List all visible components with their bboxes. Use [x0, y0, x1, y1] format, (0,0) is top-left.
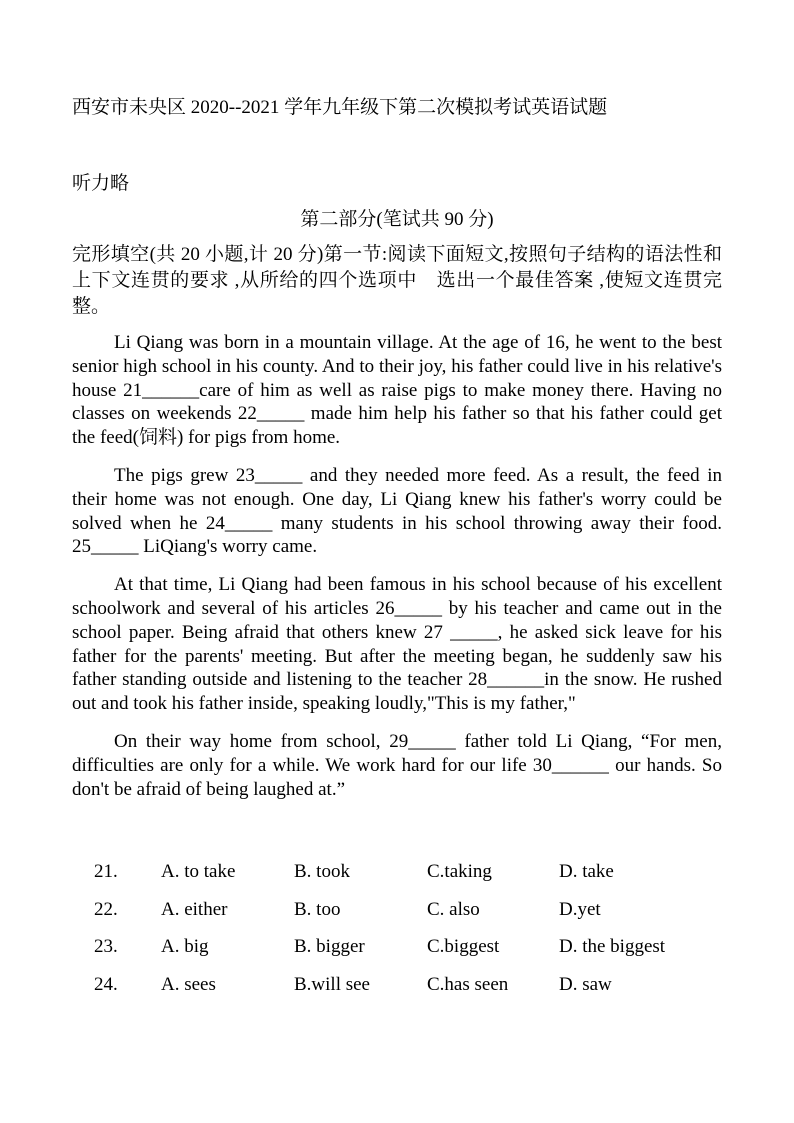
option-d: D. saw — [559, 973, 612, 995]
option-a: A. either — [161, 898, 228, 920]
question-row — [72, 898, 722, 936]
option-b: B. bigger — [294, 936, 365, 957]
option-b: B.will see — [294, 973, 370, 995]
passage-paragraph: The pigs grew 23_____ and they needed more feed. As a result, the feed in their home was not enough. One day, Li Qiang knew his father's worry could be solved when he 24_____ many students in his school throwing away their food. 25_____ LiQiang's worry came. — [72, 464, 722, 558]
option-d: D.yet — [559, 898, 601, 920]
question-number: 21. — [94, 861, 118, 882]
exam-title: 西安市未央区 2020--2021 学年九年级下第二次模拟考试英语试题 — [72, 97, 608, 118]
option-c: C.taking — [427, 861, 492, 882]
passage-paragraph: At that time, Li Qiang had been famous in his school because of his excellent schoolwork and several of his articles 26_____ by his teacher and came out in the school paper. Being afraid that others knew 27 _____, he asked sick leave for his father for the parents' meeting. But after the meeting began, he suddenly saw his father standing outside and listening to the teacher 28______in the snow. He rushed out and took his father inside, speaking loudly,"This is my father," — [72, 574, 722, 715]
question-number: 24. — [94, 973, 118, 995]
question-row — [72, 860, 722, 898]
option-a: A. to take — [161, 861, 236, 882]
question-number: 22. — [94, 898, 118, 920]
section-instructions: 完形填空(共 20 小题,计 20 分)第一节:阅读下面短文,按照句子结构的语法性和上下文连贯的要求 ,从所给的四个选项中 选出一个最佳答案 ,使短文连贯完整。 — [72, 244, 722, 317]
listening-note: 听力略 — [72, 173, 130, 194]
option-c: C. also — [427, 898, 480, 920]
part-title: 第二部分(笔试共 90 分) — [300, 209, 494, 230]
question-row — [72, 935, 722, 973]
passage-paragraph: Li Qiang was born in a mountain village. At the age of 16, he went to the best senior high school in his county. And to their joy, his father could live in his relative's house 21______care of him as well as raise pigs to make money there. Having no classes on weekends 22_____ made him help his father so that his father could get the feed(饲料) for pigs from home. — [72, 332, 722, 449]
cloze-passage — [72, 331, 722, 815]
option-d: D. take — [559, 861, 614, 882]
option-a: A. sees — [161, 973, 216, 995]
option-b: B. too — [294, 898, 341, 920]
question-row — [72, 973, 722, 1011]
option-c: C.biggest — [427, 936, 500, 957]
answer-options — [72, 860, 722, 1010]
passage-paragraph: On their way home from school, 29_____ father told Li Qiang, “For men, difficulties are only for a while. We work hard for our life 30______ our hands. So don't be afraid of being laughed at.” — [72, 730, 722, 800]
option-a: A. big — [161, 936, 209, 957]
option-d: D. the biggest — [559, 936, 666, 957]
question-number: 23. — [94, 936, 118, 957]
option-c: C.has seen — [427, 973, 509, 995]
option-b: B. took — [294, 861, 350, 882]
